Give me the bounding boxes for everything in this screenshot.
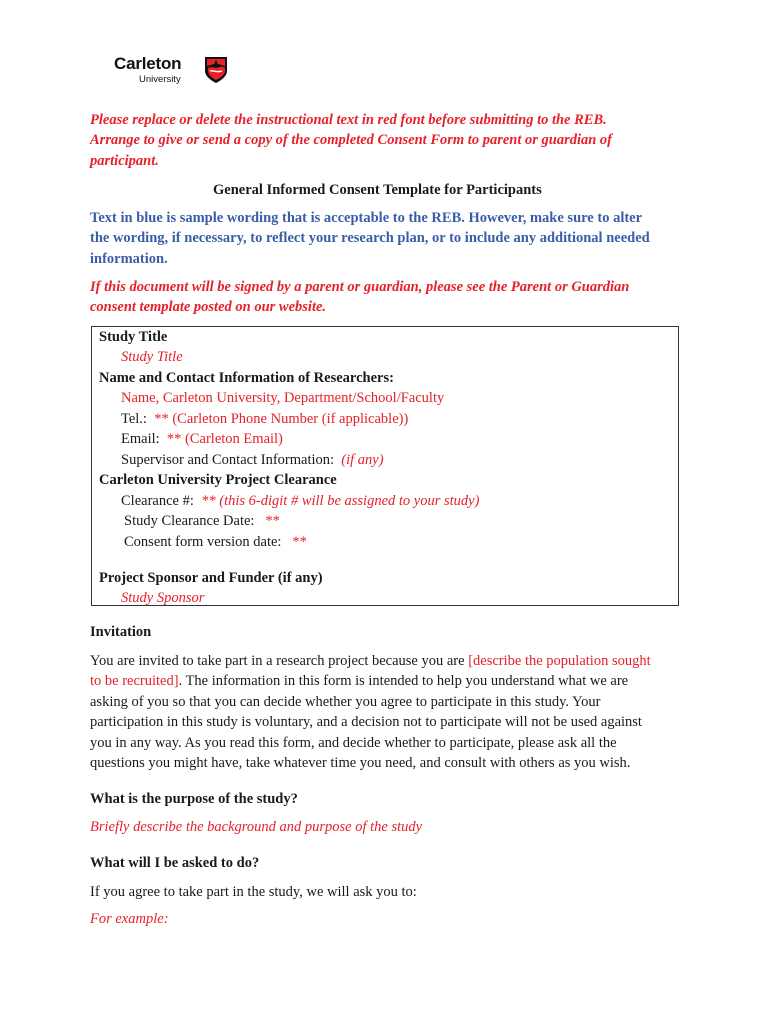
logo-sub: University xyxy=(139,74,181,85)
clearance-label: Carleton University Project Clearance xyxy=(99,472,337,488)
invitation-line-6: questions you might have, take whatever time you need, and consult with others as you wish. xyxy=(90,755,631,771)
study-info-box xyxy=(91,326,679,606)
invitation-line-1 xyxy=(90,651,651,671)
instruction-line-3: participant. xyxy=(90,153,159,169)
email-value: ** (Carleton Email) xyxy=(166,431,283,447)
tel-line xyxy=(121,409,408,429)
invitation-text-2b: . The information in this form is intended to help you understand what we are xyxy=(178,673,629,689)
clearance-date-label: Study Clearance Date: xyxy=(124,513,255,529)
guardian-note-line-2: consent template posted on our website. xyxy=(90,299,327,315)
instruction-line-1: Please replace or delete the instructional text in red font before submitting to the REB. xyxy=(90,112,607,128)
asked-text: If you agree to take part in the study, we will ask you to: xyxy=(90,884,417,900)
tel-label: Tel.: xyxy=(121,411,147,427)
email-line xyxy=(121,429,283,449)
blue-note-line-3: information. xyxy=(90,251,168,267)
invitation-line-3: asking of you so that you can decide whether you agree to participate in this study. Your xyxy=(90,694,601,710)
clearance-num-value: ** (this 6-digit # will be assigned to your study) xyxy=(201,493,480,509)
supervisor-label: Supervisor and Contact Information: xyxy=(121,452,335,468)
invitation-text-1a: You are invited to take part in a research project because you are xyxy=(90,653,469,669)
clearance-date-value: ** xyxy=(265,513,280,529)
asked-example: For example: xyxy=(90,911,169,927)
sponsor-value: Study Sponsor xyxy=(121,590,205,606)
document-title: General Informed Consent Template for Participants xyxy=(213,182,542,198)
asked-heading: What will I be asked to do? xyxy=(90,855,260,871)
version-date-line xyxy=(124,532,307,552)
logo-name: Carleton xyxy=(114,54,182,73)
blue-note-line-1: Text in blue is sample wording that is acceptable to the REB. However, make sure to alter xyxy=(90,210,643,226)
clearance-date-line xyxy=(124,511,280,531)
clearance-num-line xyxy=(121,491,479,511)
version-date-value: ** xyxy=(292,534,307,550)
shield-icon xyxy=(204,56,228,84)
tel-value: ** (Carleton Phone Number (if applicable)) xyxy=(154,411,409,427)
researcher-name: Name, Carleton University, Department/School/Faculty xyxy=(121,390,445,406)
invitation-line-2 xyxy=(90,671,628,691)
sponsor-label: Project Sponsor and Funder (if any) xyxy=(99,570,323,586)
study-title-value: Study Title xyxy=(121,349,183,365)
guardian-note-line-1: If this document will be signed by a parent or guardian, please see the Parent or Guardian xyxy=(90,279,630,295)
study-title-label: Study Title xyxy=(99,329,168,345)
supervisor-line xyxy=(121,450,384,470)
purpose-text: Briefly describe the background and purpose of the study xyxy=(90,819,423,835)
email-label: Email: xyxy=(121,431,160,447)
purpose-heading: What is the purpose of the study? xyxy=(90,791,298,807)
carleton-logo xyxy=(114,52,234,88)
instruction-line-2: Arrange to give or send a copy of the completed Consent Form to parent or guardian of xyxy=(90,132,613,148)
blue-note-line-2: the wording, if necessary, to reflect your research plan, or to include any additional needed xyxy=(90,230,650,246)
version-date-label: Consent form version date: xyxy=(124,534,282,550)
clearance-num-label: Clearance #: xyxy=(121,493,194,509)
invitation-text-2a: to be recruited] xyxy=(90,673,179,689)
invitation-heading: Invitation xyxy=(90,624,152,640)
invitation-line-4: participation in this study is voluntary, and a decision not to participate will not be used against xyxy=(90,714,642,730)
invitation-text-1b: [describe the population sought xyxy=(468,653,651,669)
supervisor-value: (if any) xyxy=(341,452,384,468)
invitation-line-5: you in any way. As you read this form, and decide whether to participate, please ask all the xyxy=(90,735,617,751)
researchers-label: Name and Contact Information of Researchers: xyxy=(99,370,394,386)
